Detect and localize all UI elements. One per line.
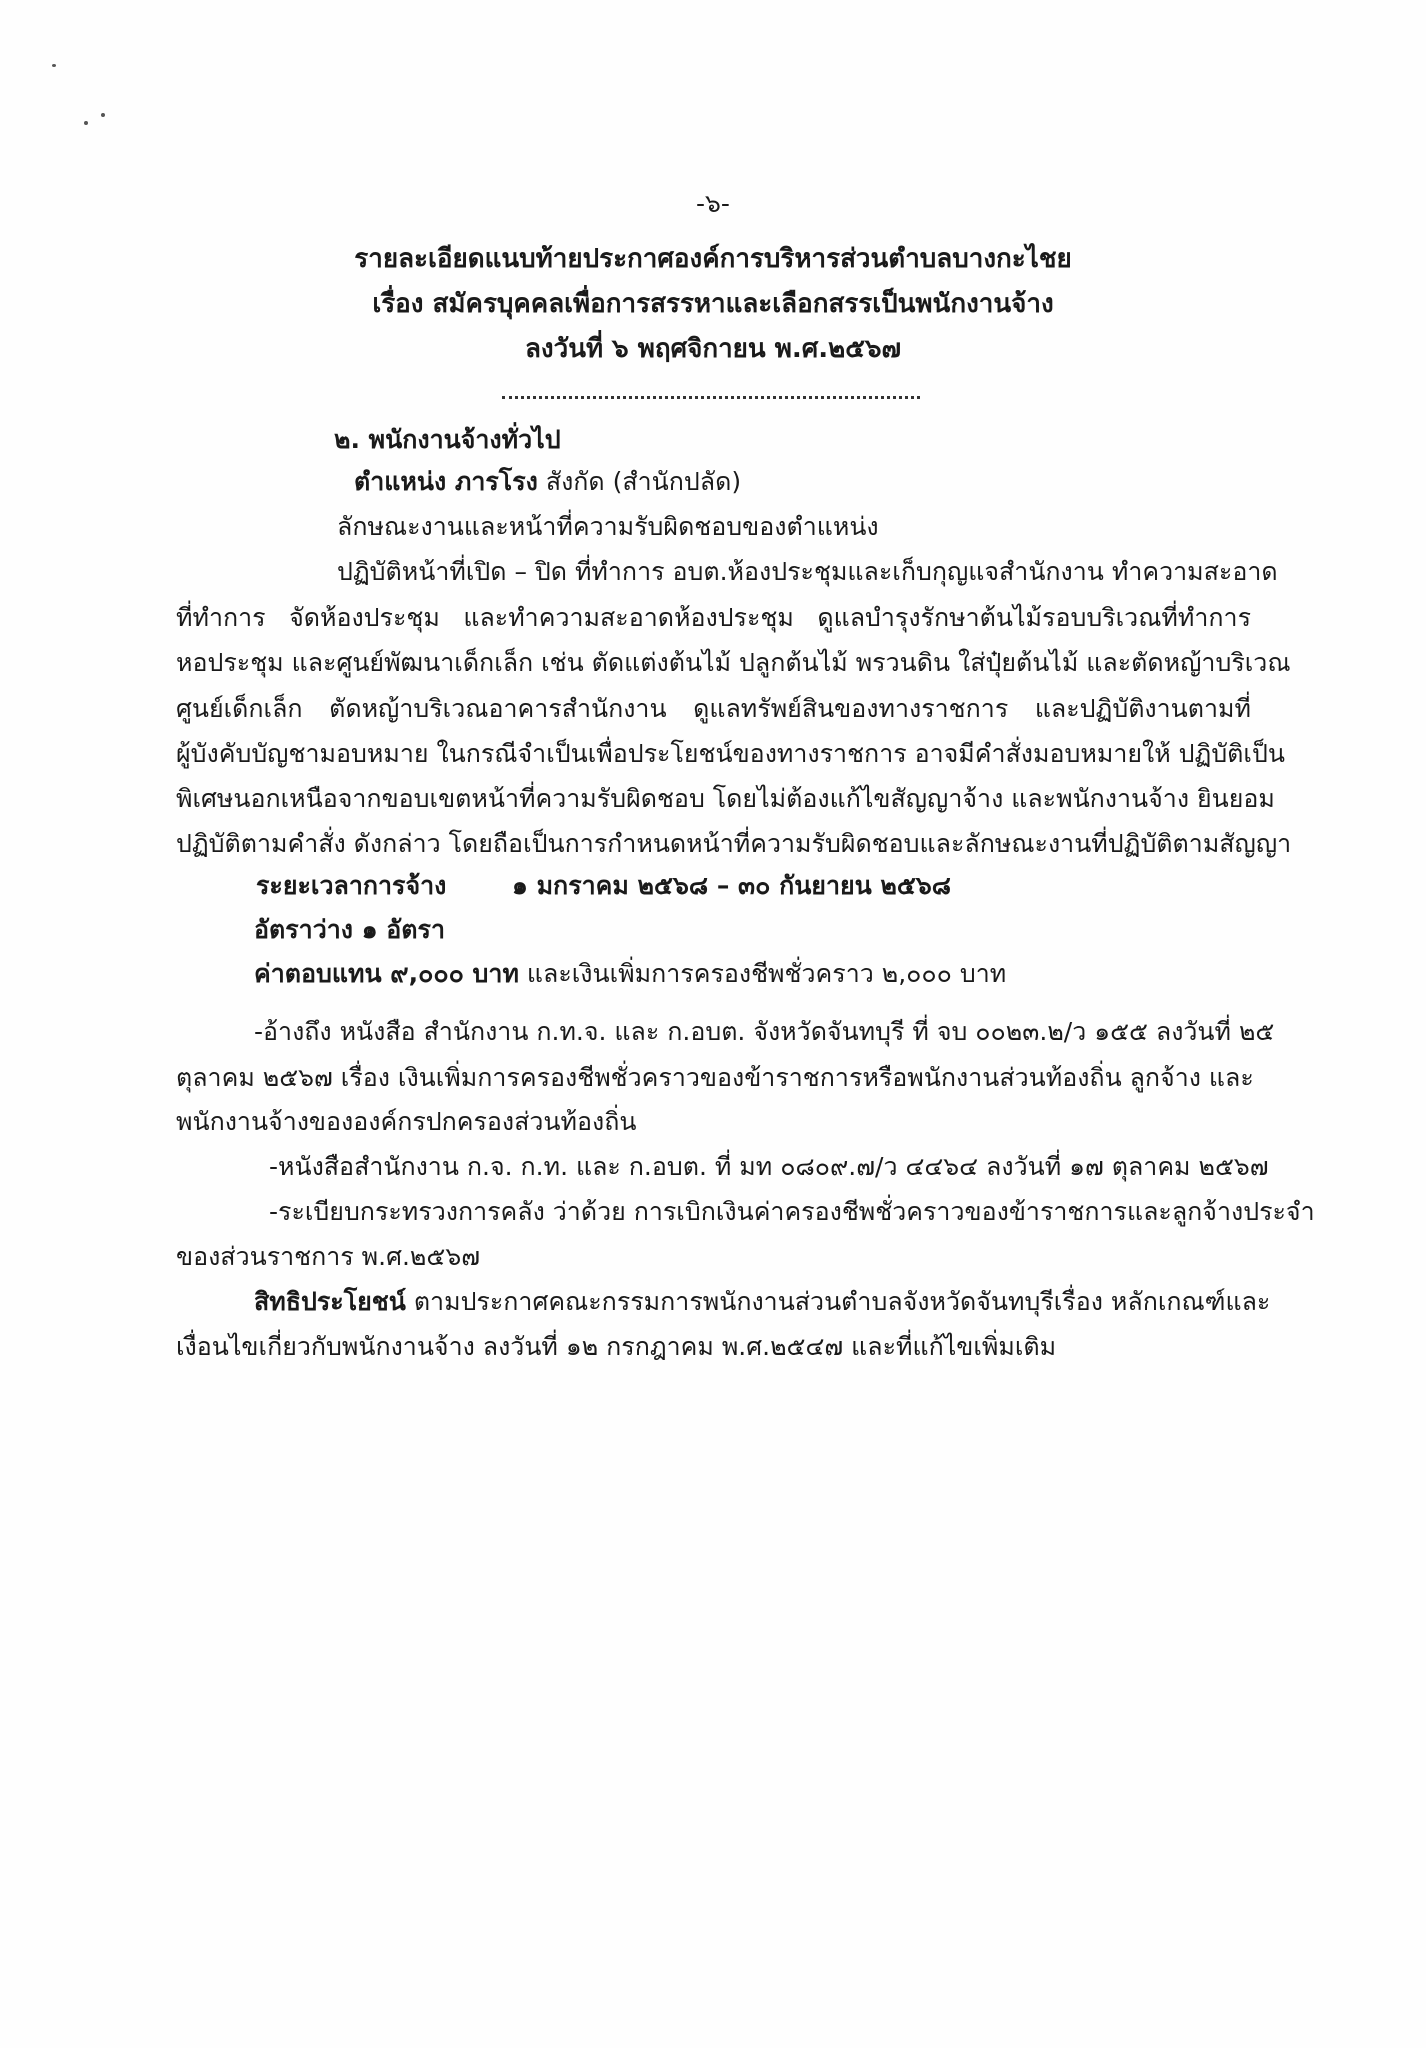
reference-line: -ระเบียบกระทรวงการคลัง ว่าด้วย การเบิกเงินค่าครองชีพชั่วคราวของข้าราชการและลูกจ้างประจำ	[269, 1197, 1315, 1226]
position-affiliation: สังกัด (สำนักปลัด)	[545, 467, 742, 496]
benefits-line	[254, 1286, 1271, 1317]
reference-line: -อ้างถึง หนังสือ สำนักงาน ก.ท.จ. และ ก.อบต. จังหวัดจันทบุรี ที่ จบ ๐๐๒๓.๒/ว ๑๕๕ ลงวันที่ ๒๕	[254, 1017, 1275, 1046]
document-subject: เรื่อง สมัครบุคคลเพื่อการสรรหาและเลือกสรรเป็นพนักงานจ้าง	[372, 289, 1054, 319]
duties-line: พิเศษนอกเหนือจากขอบเขตหน้าที่ความรับผิดชอบ โดยไม่ต้องแก้ไขสัญญาจ้าง และพนักงานจ้าง ยินยอม	[176, 784, 1275, 813]
duties-line: หอประชุม และศูนย์พัฒนาเด็กเล็ก เช่น ตัดแต่งต้นไม้ ปลูกต้นไม้ พรวนดิน ใส่ปุ๋ยต้นไม้ และตัดหญ้าบริเวณ	[176, 648, 1291, 677]
benefits-line: เงื่อนไขเกี่ยวกับพนักงานจ้าง ลงวันที่ ๑๒ กรกฎาคม พ.ศ.๒๕๔๗ และที่แก้ไขเพิ่มเติม	[176, 1332, 1057, 1361]
document-date: ลงวันที่ ๖ พฤศจิกายน พ.ศ.๒๕๖๗	[524, 334, 902, 364]
reference-line: ของส่วนราชการ พ.ศ.๒๕๖๗	[176, 1242, 480, 1271]
employment-period-label: ระยะเวลาการจ้าง	[256, 871, 447, 900]
position-label: ตำแหน่ง ภารโรง	[354, 467, 538, 496]
duties-heading: ลักษณะงานและหน้าที่ความรับผิดชอบของตำแหน่ง	[337, 512, 879, 541]
scan-speck	[52, 64, 56, 67]
benefits-label: สิทธิประโยชน์	[254, 1287, 406, 1316]
scan-speck	[101, 113, 105, 117]
document-title: รายละเอียดแนบท้ายประกาศองค์การบริหารส่วนตำบลบางกะไชย	[354, 244, 1072, 274]
benefits-text: ตามประกาศคณะกรรมการพนักงานส่วนตำบลจังหวัดจันทบุรีเรื่อง หลักเกณฑ์และ	[413, 1287, 1271, 1316]
duties-line: ที่ทำการ จัดห้องประชุม และทำความสะอาดห้องประชุม ดูแลบำรุงรักษาต้นไม้รอบบริเวณที่ทำการ	[176, 603, 1251, 632]
reference-line: พนักงานจ้างขององค์กรปกครองส่วนท้องถิ่น	[176, 1107, 637, 1136]
section-heading: ๒. พนักงานจ้างทั่วไป	[334, 425, 561, 454]
compensation-line	[254, 958, 1006, 989]
duties-line: ผู้บังคับบัญชามอบหมาย ในกรณีจำเป็นเพื่อประโยชน์ของทางราชการ อาจมีคำสั่งมอบหมายให้ ปฏิบัติเป็น	[176, 739, 1285, 768]
duties-line: ปฏิบัติหน้าที่เปิด – ปิด ที่ทำการ อบต.ห้องประชุมและเก็บกุญแจสำนักงาน ทำความสะอาด	[337, 557, 1278, 586]
scan-speck	[84, 121, 88, 125]
reference-line: -หนังสือสำนักงาน ก.จ. ก.ท. และ ก.อบต. ที่ มท ๐๘๐๙.๗/ว ๔๔๖๔ ลงวันที่ ๑๗ ตุลาคม ๒๕๖๗	[269, 1152, 1269, 1181]
duties-line: ปฏิบัติตามคำสั่ง ดังกล่าว โดยถือเป็นการกำหนดหน้าที่ความรับผิดชอบและลักษณะงานที่ปฏิบัติตามสัญญา	[176, 829, 1292, 858]
compensation-amount: ค่าตอบแทน ๙,๐๐๐ บาท	[254, 959, 519, 988]
page-number: -๖-	[696, 189, 730, 218]
compensation-extra: และเงินเพิ่มการครองชีพชั่วคราว ๒,๐๐๐ บาท	[526, 959, 1007, 988]
position-line	[354, 466, 741, 497]
dotted-separator	[502, 396, 920, 399]
duties-line: ศูนย์เด็กเล็ก ตัดหญ้าบริเวณอาคารสำนักงาน ดูแลทรัพย์สินของทางราชการ และปฏิบัติงานตามที่	[176, 694, 1251, 723]
employment-period-value: ๑ มกราคม ๒๕๖๘ – ๓๐ กันยายน ๒๕๖๘	[512, 871, 951, 900]
vacancy-count: อัตราว่าง ๑ อัตรา	[254, 915, 445, 944]
reference-line: ตุลาคม ๒๕๖๗ เรื่อง เงินเพิ่มการครองชีพชั่วคราวของข้าราชการหรือพนักงานส่วนท้องถิ่น ลูกจ้าง และ	[176, 1063, 1254, 1092]
